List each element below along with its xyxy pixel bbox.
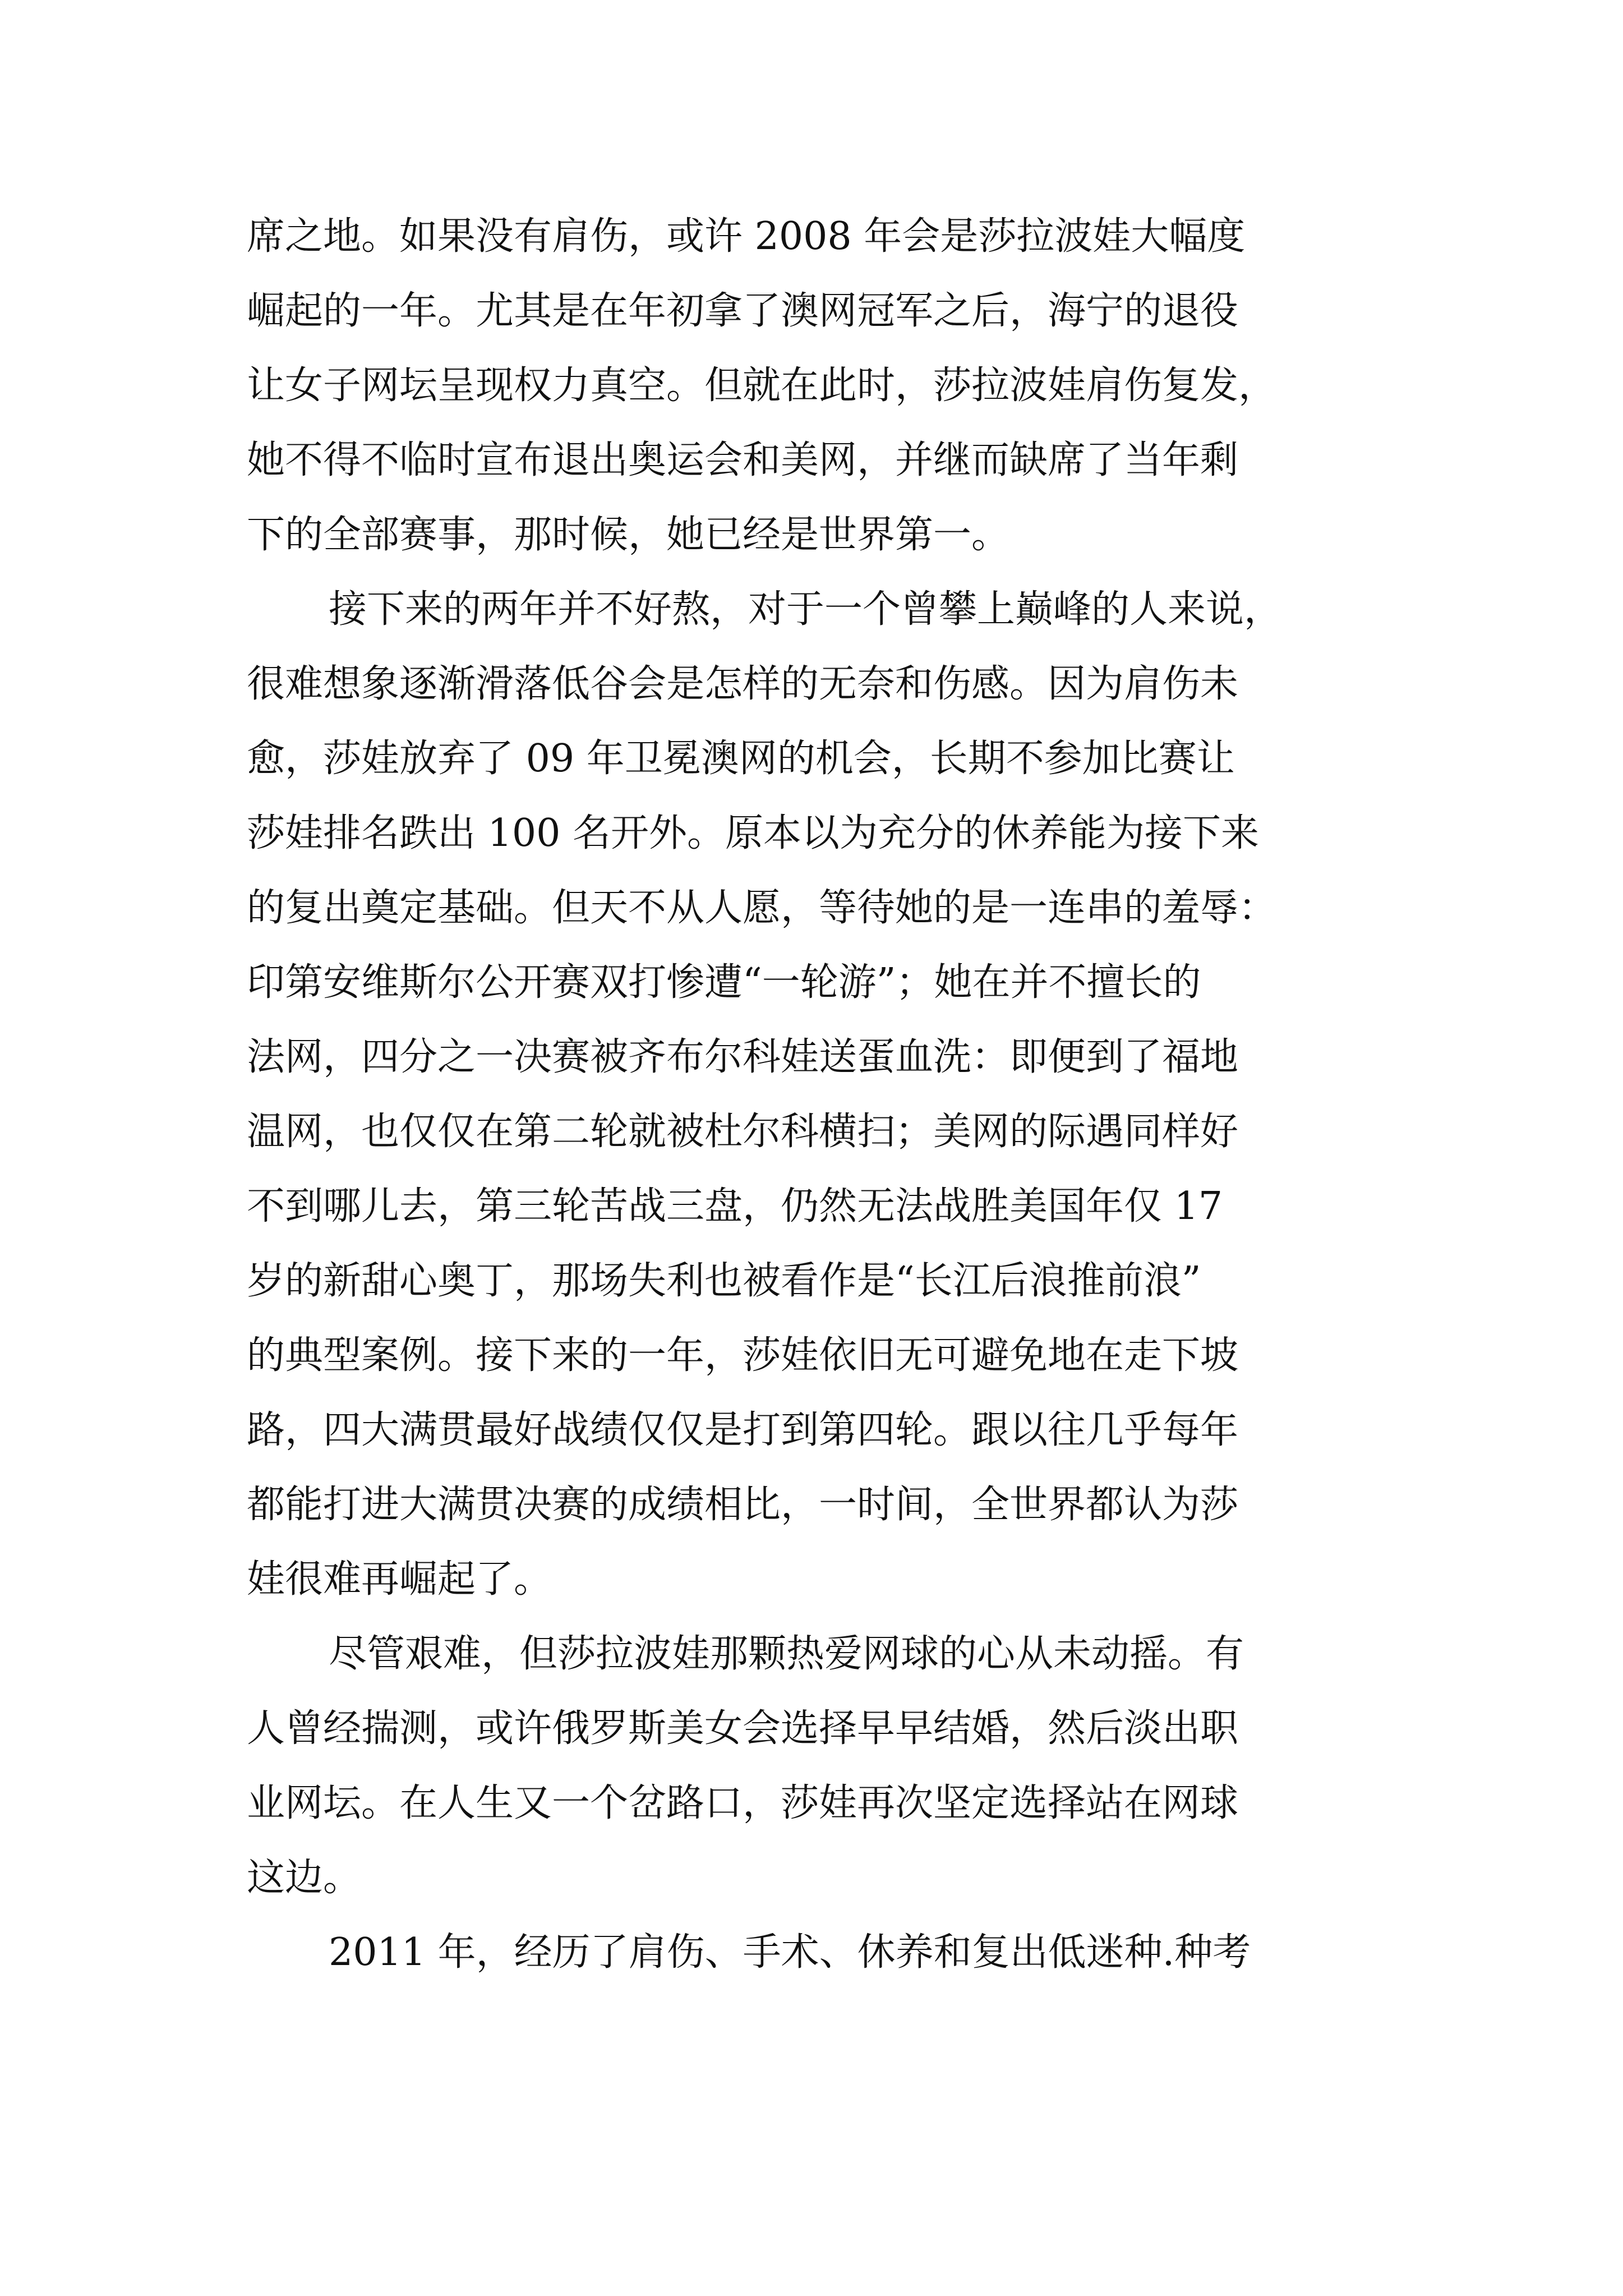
text-line: 不到哪儿去，第三轮苦战三盘，仍然无法战胜美国年仅 17 <box>247 1184 1223 1228</box>
text-line: 人曾经揣测，或许俄罗斯美女会选择早早结婚，然后淡出职 <box>247 1706 1239 1751</box>
text-line: 的典型案例。接下来的一年，莎娃依旧无可避免地在走下坡 <box>247 1333 1239 1378</box>
text-line: 娃很难再崛起了。 <box>247 1557 552 1602</box>
text-line: 法网，四分之一决赛被齐布尔科娃送蛋血洗：即便到了福地 <box>247 1035 1239 1079</box>
text-line: 崛起的一年。尤其是在年初拿了澳网冠军之后，海宁的退役 <box>247 289 1239 333</box>
text-line: 这边。 <box>247 1856 362 1900</box>
text-line: 都能打进大满贯决赛的成绩相比，一时间，全世界都认为莎 <box>247 1483 1239 1527</box>
paragraph-start-line: 接下来的两年并不好熬，对于一个曾攀上巅峰的人来说， <box>329 587 1283 632</box>
text-line: 路，四大满贯最好战绩仅仅是打到第四轮。跟以往几乎每年 <box>247 1408 1239 1452</box>
text-line: 岁的新甜心奥丁，那场失利也被看作是“长江后浪推前浪” <box>247 1259 1201 1303</box>
text-line: 席之地。如果没有肩伤，或许 2008 年会是莎拉波娃大幅度 <box>247 214 1246 259</box>
text-line: 莎娃排名跌出 100 名开外。原本以为充分的休养能为接下来 <box>247 811 1260 855</box>
body-text <box>247 212 1385 2003</box>
text-line: 愈，莎娃放弃了 09 年卫冕澳网的机会，长期不参加比赛让 <box>247 737 1235 781</box>
text-line: 她不得不临时宣布退出奥运会和美网，并继而缺席了当年剩 <box>247 438 1239 482</box>
text-line: 的复出奠定基础。但天不从人愿，等待她的是一连串的羞辱： <box>247 886 1277 930</box>
text-line: 很难想象逐渐滑落低谷会是怎样的无奈和伤感。因为肩伤未 <box>247 662 1239 706</box>
paragraph-start-line: 2011 年，经历了肩伤、手术、休养和复出低迷种.种考 <box>329 1930 1251 1975</box>
text-line: 让女子网坛呈现权力真空。但就在此时，莎拉波娃肩伤复发， <box>247 364 1277 408</box>
paragraph-start-line: 尽管艰难，但莎拉波娃那颗热爱网球的心从未动摇。有 <box>329 1632 1244 1676</box>
text-line: 业网坛。在人生又一个岔路口，莎娃再次坚定选择站在网球 <box>247 1781 1239 1825</box>
text-line: 印第安维斯尔公开赛双打惨遭“一轮游”；她在并不擅长的 <box>247 960 1201 1005</box>
text-line: 温网，也仅仅在第二轮就被杜尔科横扫；美网的际遇同样好 <box>247 1110 1239 1154</box>
text-line: 下的全部赛事，那时候，她已经是世界第一。 <box>247 513 1010 557</box>
